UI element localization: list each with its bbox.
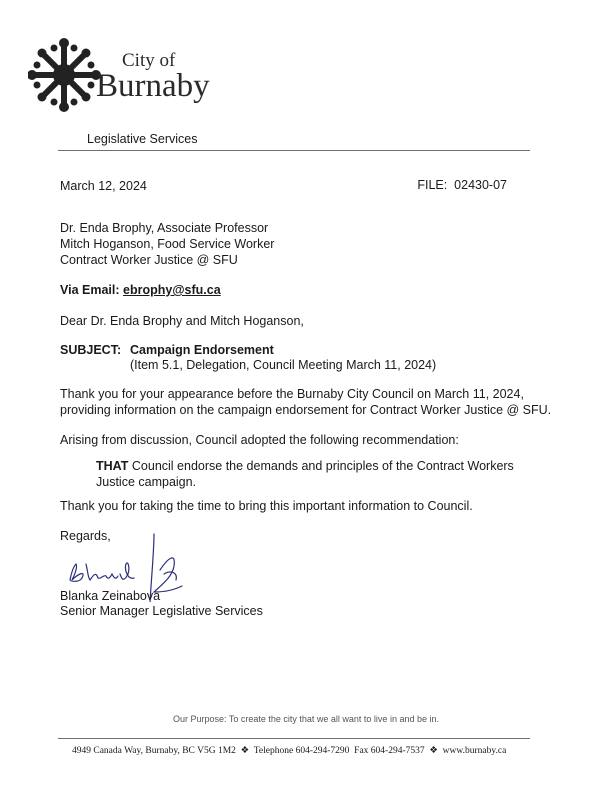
file-label: FILE: <box>417 178 448 192</box>
department-name: Legislative Services <box>87 132 198 146</box>
resolution-block <box>96 458 531 490</box>
recipient-2: Mitch Hoganson, Food Service Worker <box>60 237 275 251</box>
signatory-title: Senior Manager Legislative Services <box>60 604 263 618</box>
resolution-keyword: THAT <box>96 459 129 473</box>
subject-line <box>60 342 274 358</box>
file-reference <box>417 178 507 192</box>
footer-contact <box>72 745 506 756</box>
paragraph-1-line-1: Thank you for your appearance before the Burnaby City Council on March 11, 2024, <box>60 387 524 401</box>
footer-website[interactable]: www.burnaby.ca <box>442 746 507 756</box>
recipient-3: Contract Worker Justice @ SFU <box>60 253 238 267</box>
subject-label: SUBJECT: <box>60 343 122 357</box>
file-number: 02430-07 <box>454 178 507 192</box>
paragraph-2: Arising from discussion, Council adopted the following recommendation: <box>60 433 459 447</box>
paragraph-1-line-2: providing information on the campaign endorsement for Contract Worker Justice @ SFU. <box>60 403 552 417</box>
separator-diamond-icon: ❖ <box>426 746 441 756</box>
logo-burnaby-text: Burnaby <box>96 68 210 104</box>
logo-city-of-text: City of <box>122 50 176 71</box>
separator-diamond-icon: ❖ <box>238 746 252 756</box>
subject-title: Campaign Endorsement <box>130 343 274 357</box>
paragraph-3: Thank you for taking the time to bring this important information to Council. <box>60 499 473 513</box>
city-of-burnaby-logo <box>28 36 218 112</box>
salutation: Dear Dr. Enda Brophy and Mitch Hoganson, <box>60 314 304 328</box>
closing: Regards, <box>60 529 111 543</box>
snowflake-icon <box>28 36 105 112</box>
header-divider <box>58 150 530 151</box>
email-link[interactable]: ebrophy@sfu.ca <box>123 283 221 297</box>
subject-detail: (Item 5.1, Delegation, Council Meeting March 11, 2024) <box>130 358 437 372</box>
footer-divider <box>58 738 530 739</box>
footer-telephone: Telephone 604-294-7290 <box>253 746 350 756</box>
footer-address: 4949 Canada Way, Burnaby, BC V5G 1M2 <box>72 746 236 756</box>
resolution-text: Council endorse the demands and principles of the Contract Workers Justice campaign. <box>96 459 514 489</box>
via-email-line <box>60 282 221 298</box>
footer-fax: Fax 604-294-7537 <box>354 746 425 756</box>
letter-date: March 12, 2024 <box>60 179 147 193</box>
purpose-statement: Our Purpose: To create the city that we all want to live in and be in. <box>173 714 439 724</box>
recipient-1: Dr. Enda Brophy, Associate Professor <box>60 221 269 235</box>
signatory-name: Blanka Zeinabova <box>60 589 161 603</box>
via-email-label: Via Email: <box>60 283 120 297</box>
